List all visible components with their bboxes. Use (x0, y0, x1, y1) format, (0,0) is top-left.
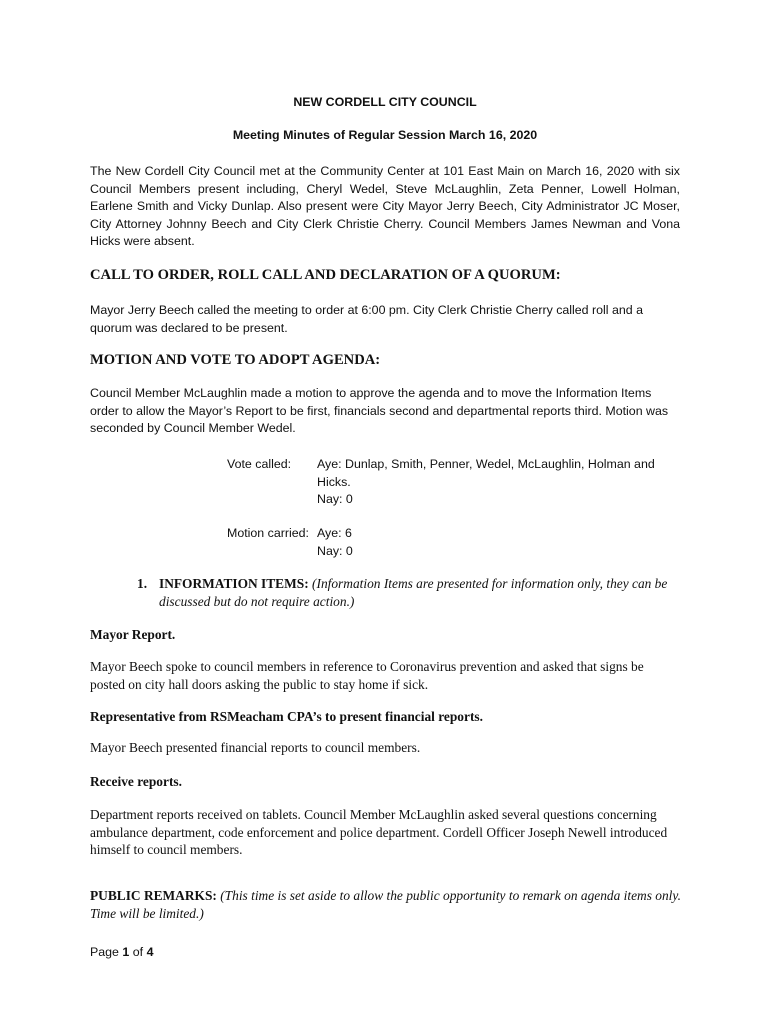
information-items (137, 575, 687, 615)
vote-nay: Nay: 0 (317, 492, 353, 506)
vote-aye: Aye: Dunlap, Smith, Penner, Wedel, McLaughlin, Holman and Hicks. (317, 457, 655, 489)
public-remarks-note: (This time is set aside to allow the public opportunity to remark on agenda items only. Time will be limited.) (90, 888, 681, 921)
page-current: 1 (122, 945, 130, 959)
mayor-report-body: Mayor Beech spoke to council members in reference to Coronavirus prevention and asked that signs be posted on city hall doors asking the public to stay home if sick. (90, 659, 644, 692)
intro-paragraph: The New Cordell City Council met at the Community Center at 101 East Main on March 16, 2020 with six Council Members present including, Cheryl Wedel, Steve McLaughlin, Zeta Penner, Lowell Holman, Earlene Smith and Vicky Dunlap. Also present were City Mayor Jerry Beech, City Administrator JC Moser, City Attorney Johnny Beech and City Clerk Christie Cherry. Council Members James Newman and Vona Hicks were absent. (90, 164, 680, 248)
information-items-heading: INFORMATION ITEMS: (159, 576, 309, 591)
agenda-motion-heading: MOTION AND VOTE TO ADOPT AGENDA: (90, 352, 381, 368)
agenda-motion-body: Council Member McLaughlin made a motion to approve the agenda and to move the Information Items order to allow the Mayor’s Report to be first, financials second and departmental reports third. Motion was seconded by Council Member Wedel. (90, 386, 669, 435)
page-footer (90, 944, 153, 962)
call-to-order-heading: CALL TO ORDER, ROLL CALL AND DECLARATION OF A QUORUM: (90, 267, 561, 283)
vote-called-values (317, 456, 677, 509)
list-number: 1. (137, 576, 148, 591)
financial-reports-heading: Representative from RSMeacham CPA’s to present financial reports. (90, 709, 483, 724)
public-remarks (90, 887, 682, 922)
page-word: Page (90, 945, 119, 959)
receive-reports-body: Department reports received on tablets. Council Member McLaughlin asked several questions concerning ambulance department, code enforcement and police department. Cordell Officer Joseph Newell introduced himself to council members. (90, 807, 668, 857)
document-title: NEW CORDELL CITY COUNCIL (293, 95, 477, 109)
carried-nay: Nay: 0 (317, 543, 353, 558)
public-remarks-heading: PUBLIC REMARKS: (90, 888, 217, 903)
mayor-report-heading: Mayor Report. (90, 627, 176, 642)
carried-aye: Aye: 6 (317, 526, 352, 540)
vote-called-label: Vote called: (227, 457, 292, 471)
call-to-order-body: Mayor Jerry Beech called the meeting to order at 6:00 pm. City Clerk Christie Cherry called roll and a quorum was declared to be present. (90, 303, 643, 335)
information-items-text (159, 575, 684, 610)
receive-reports-heading: Receive reports. (90, 774, 182, 789)
document-subtitle: Meeting Minutes of Regular Session March 16, 2020 (232, 128, 538, 142)
page-total: 4 (146, 945, 154, 959)
financial-reports-body: Mayor Beech presented financial reports to council members. (90, 740, 421, 755)
motion-carried-values (317, 525, 677, 560)
of-word: of (132, 945, 144, 959)
information-items-note: (Information Items are presented for information only, they can be discussed but do not require action.) (159, 576, 668, 609)
motion-carried-label: Motion carried: (227, 526, 309, 540)
